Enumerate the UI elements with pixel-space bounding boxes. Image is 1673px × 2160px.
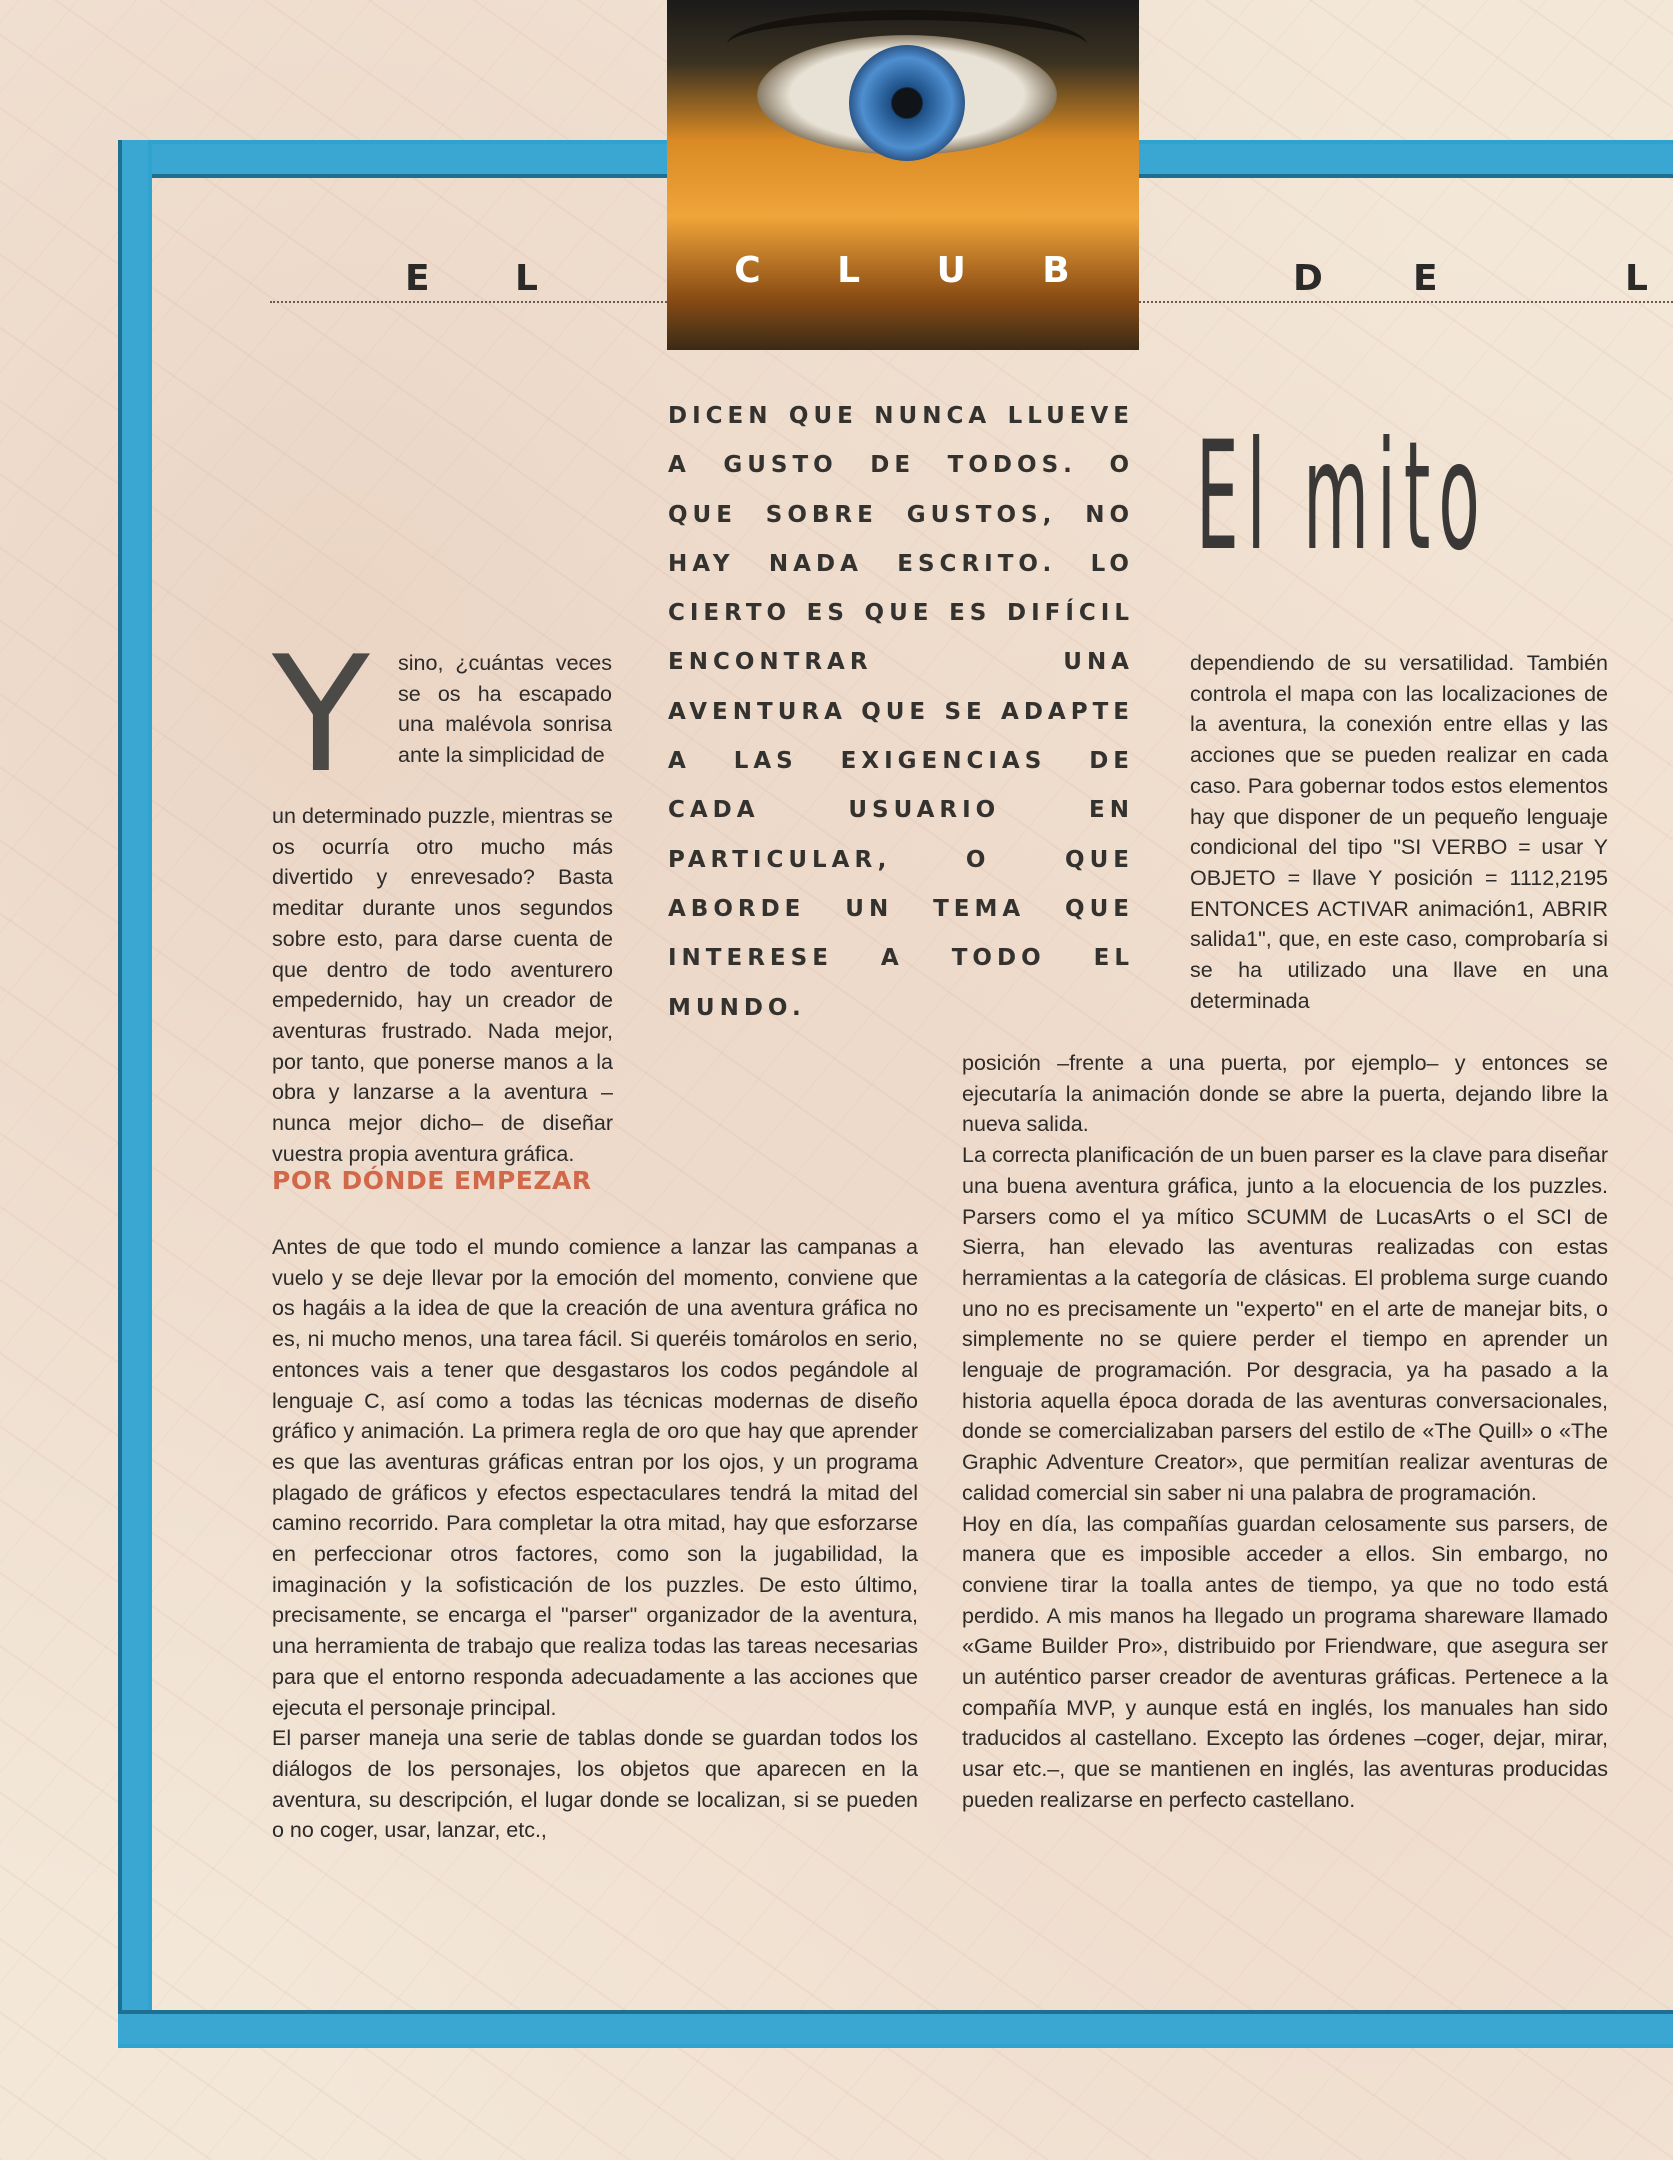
section-heading: POR DÓNDE EMPEZAR — [272, 1166, 592, 1195]
club-letters-hero — [667, 250, 1139, 291]
club-letter: L — [1625, 258, 1650, 299]
hero-eye-image — [667, 0, 1139, 350]
border-left — [118, 140, 152, 2045]
intro-text-part2 — [272, 801, 613, 1169]
paragraph: La correcta planificación de un buen parser es la clave para diseñar una buena aventura gráfica, junto a la elocuencia de los puzzles. Parsers como el ya mítico SCUMM de LucasArts o el SCI de Sierra, han elevado las aventuras realizadas con estas herramientas a la categoría de clásicas. El problema surge cuando uno no es precisamente un "experto" en el arte de manejar bits, o simplemente no se quiere perder el tiempo en aprender un lenguaje de programación. Por desgracia, ya ha pasado a la historia aquella época dorada de las aventuras conversacionales, donde se comercializaban parsers del estilo de «The Quill» o «The Graphic Adventure Creator», que permitían realizar aventuras de calidad comercial sin saber ni una palabra de programación. — [962, 1143, 1608, 1505]
club-letter: L — [515, 258, 540, 299]
article-title: El mito — [1196, 410, 1488, 584]
paragraph: Antes de que todo el mundo comience a lanzar las campanas a vuelo y se deje llevar por la emoción del momento, conviene que os hagáis a la idea de que la creación de una aventura gráfica no es, ni mucho menos, una tarea fácil. Si queréis tomárolos en serio, entonces vais a tener que desgastaros los codos pegándole al lenguaje C, así como a todas las técnicas modernas de diseño gráfico y animación. La primera regla de oro que hay que aprender es que las aventuras gráficas entran por los ojos, y un programa plagado de gráficos y efectos espectaculares tendrá la mitad del camino recorrido. Para completar la otra mitad, hay que esforzarse en perfeccionar otros factores, como son la jugabilidad, la imaginación y la sofisticación de los puzzles. De esto último, precisamente, se encarga el "parser" organizador de la aventura, una herramienta de trabajo que realiza todas las tareas necesarias para que el entorno responda adecuadamente a las acciones que ejecuta el personaje principal. — [272, 1235, 918, 1720]
right-column-top: dependiendo de su versatilidad. También controla el mapa con las localizaciones de la aventura, la conexión entre ellas y las acciones que se pueden realizar en cada caso. Para gobernar todos estos elementos hay que disponer de un pequeño lenguaje condicional del tipo "SI VERBO = usar Y OBJETO = llave Y posición = 1112,2195 ENTONCES ACTIVAR animación1, ABRIR salida1", que, en este caso, comprobaría si se ha utilizado una llave en una determinada — [1190, 651, 1608, 1013]
right-column — [962, 1048, 1608, 1816]
lead-paragraph: DICEN QUE NUNCA LLUEVE A GUSTO DE TODOS. O QUE SOBRE GUSTOS, NO HAY NADA ESCRITO. LO CIERTO ES QUE ES DIFÍCIL ENCONTRAR UNA AVENTURA QUE SE ADAPTE A LAS EXIGENCIAS DE CADA USUARIO EN PARTICULAR, O QUE ABORDE UN TEMA QUE INTERESE A TODO EL MUNDO. — [668, 403, 1134, 1021]
intro-text-part1: sino, ¿cuántas veces se os ha escapado una malévola sonrisa ante la simplicidad de — [398, 651, 612, 768]
club-letter: D — [1293, 258, 1325, 299]
border-bottom — [118, 2010, 1673, 2048]
eye-lashes — [727, 10, 1087, 80]
drop-cap: Y — [272, 621, 370, 808]
paragraph: Hoy en día, las compañías guardan celosamente sus parsers, de manera que es imposible acceder a ellos. Sin embargo, no conviene tirar la toalla antes de tiempo, ya que no todo está perdido. A mis manos ha llegado un programa shareware llamado «Game Builder Pro», distribuido por Friendware, que asegura ser un auténtico parser creador de aventuras gráficas. Pertenece a la compañía MVP, y aunque está en inglés, los manuales han sido traducidos al castellano. Excepto las órdenes –coger, dejar, mirar, usar etc.–, que se mantienen en inglés, las aventuras producidas pueden realizarse en perfecto castellano. — [962, 1511, 1608, 1812]
club-letter: E — [1413, 258, 1440, 299]
club-letter: L — [837, 250, 863, 291]
header-dotted-rule — [1139, 301, 1673, 303]
intro-text-part2-content: un determinado puzzle, mientras se os ocurría otro mucho más divertido y enrevesado? Basta meditar durante unos segundos sobre esto, para darse cuenta de que dentro de todo aventurero empedernido, hay un creador de aventuras frustrado. Nada mejor, por tanto, que ponerse manos a la obra y lanzarse a la aventura –nunca mejor dicho– de diseñar vuestra propia aventura gráfica. — [272, 804, 613, 1166]
left-column — [272, 1232, 918, 1846]
club-letter: B — [1042, 250, 1072, 291]
club-letter: C — [734, 250, 763, 291]
border-top-left — [118, 140, 667, 178]
header-dotted-rule — [270, 301, 667, 303]
club-letter: U — [936, 250, 968, 291]
paragraph: posición –frente a una puerta, por ejemplo– y entonces se ejecutaría la animación donde se abre la puerta, dejando libre la nueva salida. — [962, 1051, 1608, 1137]
club-letter: E — [405, 258, 432, 299]
paragraph: El parser maneja una serie de tablas donde se guardan todos los diálogos de los personajes, los objetos que aparecen en la aventura, su descripción, el lugar donde se localizan, si se pueden o no coger, usar, lanzar, etc., — [272, 1726, 918, 1843]
border-top-right — [1139, 140, 1673, 178]
